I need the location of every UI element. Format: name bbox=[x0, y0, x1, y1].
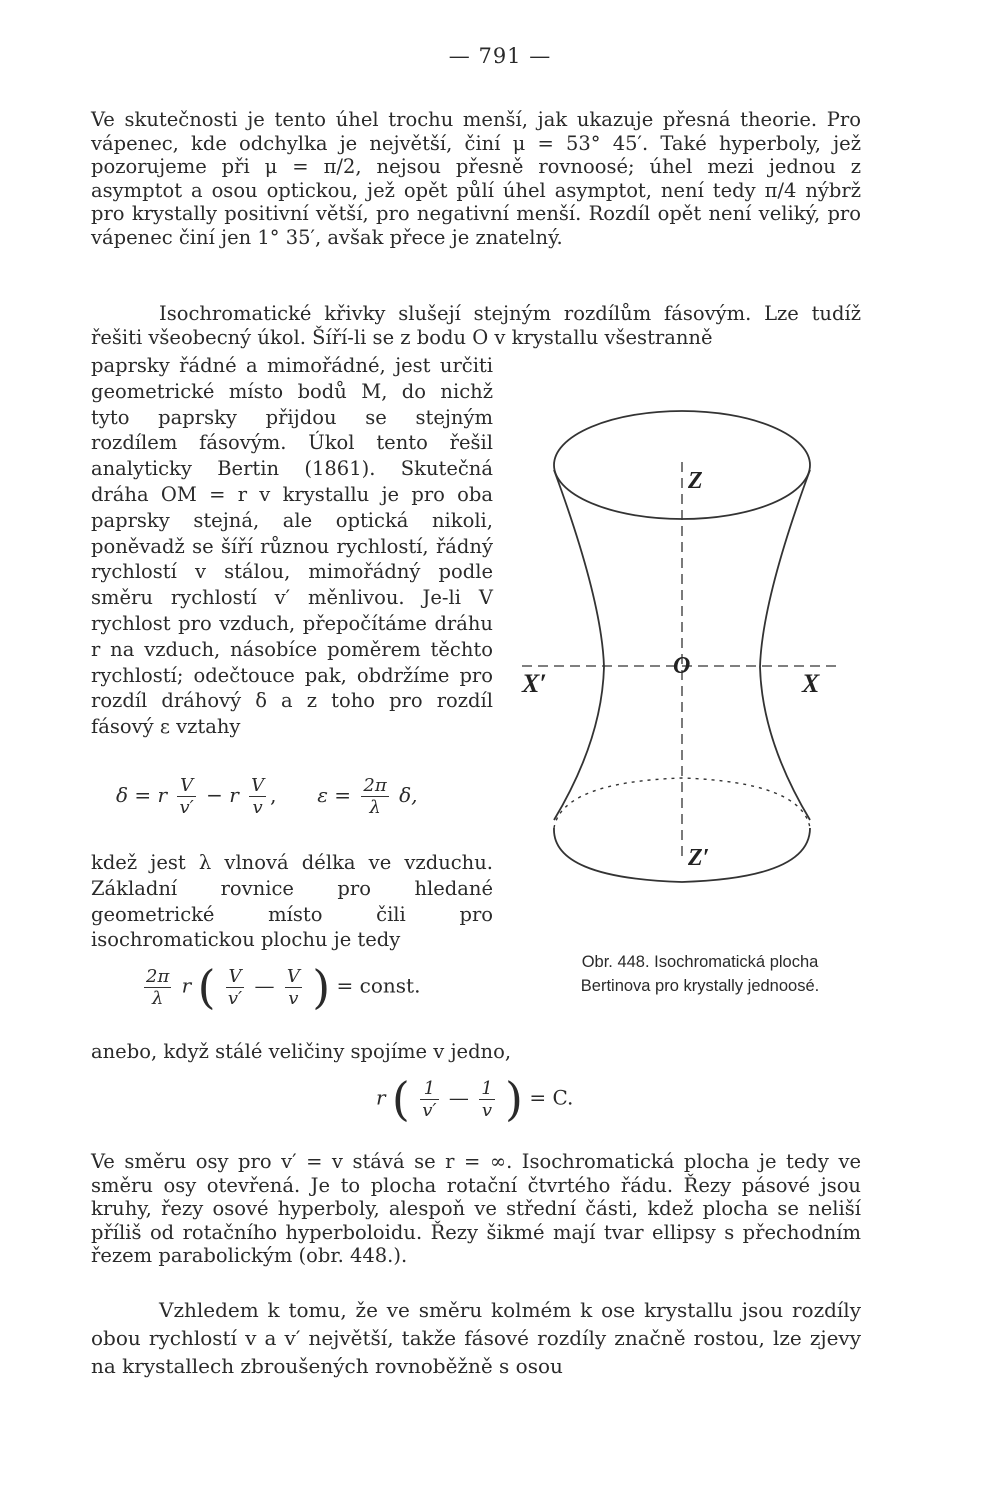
paragraph-3: kdež jest λ vlnová délka ve vzduchu. Základní rovnice pro hledané geometrické místo čili pro isochromatickou plochu je tedy bbox=[91, 851, 493, 952]
caption-line-2: Bertinova pro krystally jednoosé. bbox=[580, 977, 820, 995]
right-hyperbola-branch bbox=[760, 470, 810, 820]
eq2-rhs: = const. bbox=[336, 973, 421, 998]
eq1-equals: = bbox=[134, 783, 152, 807]
equation-constant-c: r ( $\frac{1}{v'}$ — $\frac{1}{v}$ ) = C. bbox=[376, 1072, 574, 1126]
equation-isochromatic: $\frac{2\pi}{\lambda}$ r ( $\frac{V}{v'}$ — $\frac{V}{v}$ ) = const. bbox=[146, 960, 421, 1014]
eq2-minus: — bbox=[254, 973, 275, 998]
left-hyperbola-branch bbox=[554, 470, 604, 820]
eq2-r: r bbox=[181, 973, 192, 998]
page-number: — 791 — bbox=[448, 44, 552, 68]
label-x: X bbox=[802, 669, 820, 698]
eq3-frac-1: $\frac{1}{v'}$ bbox=[422, 1077, 437, 1121]
paragraph-5: Ve směru osy pro v′ = v stává se r = ∞. Isochromatická plocha je tedy ve směru osy otevřená. Je to plocha rotační čtvrtého řádu. Řezy pásové jsou kruhy, řezy osové hyperboly, alespoň ve střední části, kdež plocha se neliší příliš od rotačního hyperboloidu. Řezy šikmé mají tvar ellipsy s přechodním řezem parabolickým (obr. 448.). bbox=[91, 1150, 861, 1268]
eq1-frac-1: $\frac{V}{v'}$ bbox=[179, 775, 194, 818]
label-x-prime: X′ bbox=[522, 669, 547, 698]
paragraph-2-left: paprsky řádné a mimořádné, jest určiti geometrické místo bodů M, do nichž tyto paprsky přijdou se stejným rozdílem fásovým. Úkol tento řešil analyticky Bertin (1861). Skutečná dráha OM = r v krystallu je pro oba paprsky stejná, ale optická nikoli, poněvadž se šíří různou rychlostí, řádný rychlostí v stálou, mimořádný podle směru rychlostí v′ měnlivou. Je-li V rychlost pro vzduch, přepočítáme dráhu r na vzduch, násobíce poměrem těchto rychlostí; odečtouce pak, obdržíme pro rozdíl dráhový δ a z toho pro rozdíl fásový ε vztahy bbox=[91, 354, 493, 739]
paragraph-4: anebo, když stálé veličiny spojíme v jedno, bbox=[91, 1040, 512, 1063]
eq3-r: r bbox=[376, 1085, 386, 1110]
eq1-minus: − bbox=[206, 783, 223, 807]
eq1-r: r bbox=[157, 783, 168, 807]
figure-caption bbox=[530, 950, 870, 998]
eq1-delta-end: δ, bbox=[399, 783, 418, 807]
eq1-frac-3: $\frac{2\pi}{\lambda}$ bbox=[363, 775, 387, 818]
eq3-frac-2: $\frac{1}{v}$ bbox=[481, 1077, 493, 1121]
eq1-r2: r bbox=[229, 783, 239, 807]
paragraph-1: Ve skutečnosti je tento úhel trochu menší, jak ukazuje přesná theorie. Pro vápenec, kde odchylka je největší, činí μ = 53° 45′. Také hyperboly, jež pozorujeme při μ = π/2, nejsou přesně rovnoosé; úhel mezi jednou z asymptot a osou optickou, jež opět půlí úhel asymptot, není tedy π/4 nýbrž pro krystally positivní větší, pro negativní menší. Rozdíl opět není veliký, pro vápenec činí jen 1° 35′, avšak přece je znatelný. bbox=[91, 108, 861, 249]
eq2-frac-2pi-lambda: $\frac{2\pi}{\lambda}$ bbox=[146, 965, 170, 1009]
label-z-prime: Z′ bbox=[688, 845, 710, 871]
label-o: O bbox=[673, 653, 691, 679]
eq3-rhs: = C. bbox=[529, 1085, 574, 1110]
eq2-frac-2: $\frac{V}{v}$ bbox=[286, 965, 300, 1009]
eq1-delta: δ bbox=[116, 783, 129, 807]
paragraph-6: Vzhledem k tomu, že ve směru kolmém k ose krystallu jsou rozdíly obou rychlostí v a v′ největší, takže fásové rozdíly značně rostou, lze zjevy na krystallech zbroušených rovnoběžně s osou bbox=[91, 1298, 861, 1378]
figure-isochromatic-surface bbox=[512, 400, 852, 920]
paragraph-2-top: Isochromatické křivky slušejí stejným rozdílům fásovým. Lze tudíž řešiti všeobecný úkol. Šíří-li se z bodu O v krystallu všestranně bbox=[91, 302, 861, 349]
eq1-epsilon: ε bbox=[317, 783, 328, 807]
eq1-frac-2: $\frac{V}{v}$ bbox=[251, 775, 265, 818]
label-z: Z bbox=[688, 468, 703, 494]
eq2-frac-1: $\frac{V}{v'}$ bbox=[227, 965, 243, 1009]
eq3-minus: — bbox=[448, 1085, 469, 1110]
caption-line-1: Obr. 448. Isochromatická plocha bbox=[581, 953, 819, 971]
equation-delta-epsilon: δ = r $\frac{V}{v'}$ − r $\frac{V}{v}$ , ε = $\frac{2\pi}{\lambda}$ δ, bbox=[116, 775, 418, 818]
